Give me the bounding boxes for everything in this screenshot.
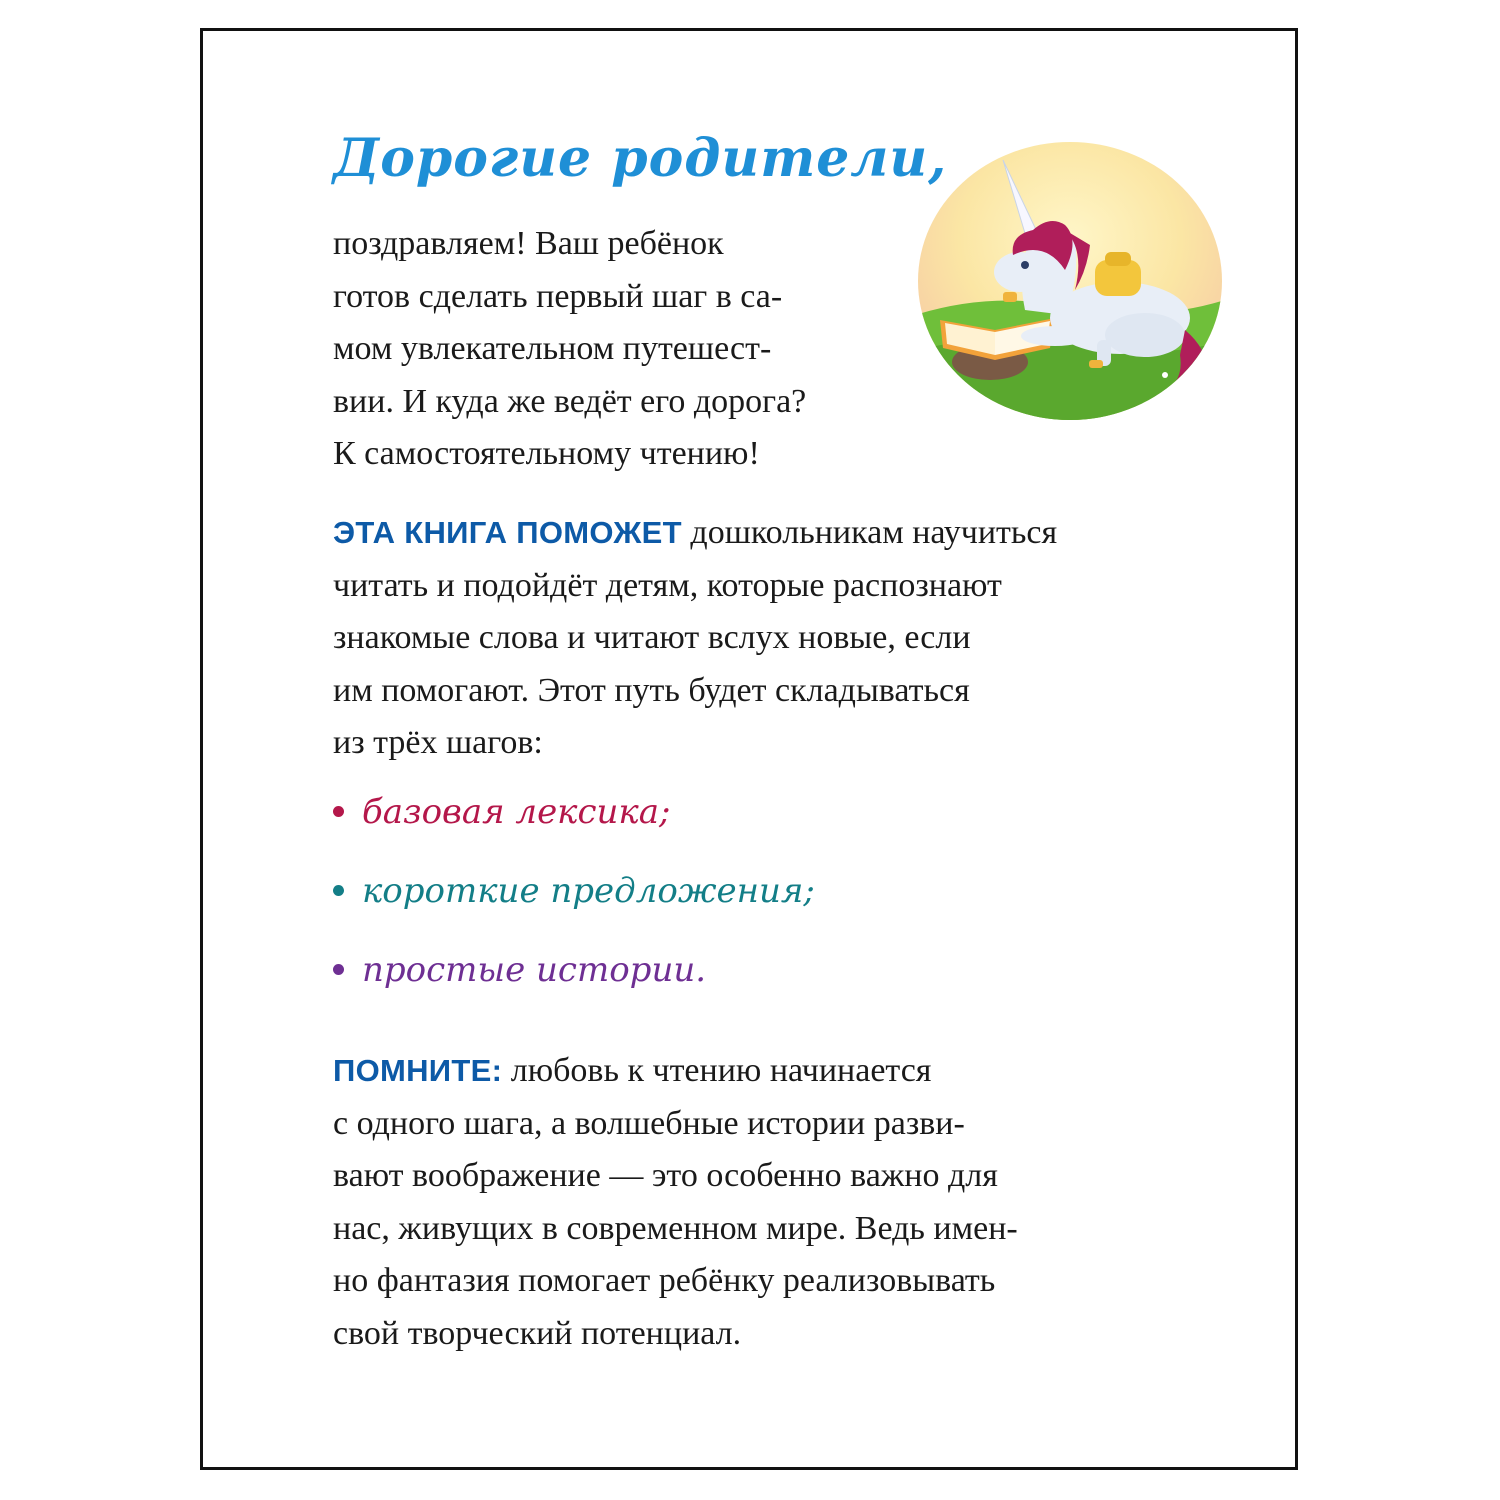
- book-helps-paragraph: [333, 507, 1057, 770]
- intro-line: К самостоятельному чтению!: [333, 435, 760, 472]
- para3-line: нас, живущих в современном мире. Ведь имен-: [333, 1209, 1018, 1247]
- para3-line: но фантазия помогает ребёнку реализовывать: [333, 1262, 996, 1299]
- para2-line: читать и подойдёт детям, которые распознают: [333, 566, 1002, 604]
- para2-line: знакомые слова и читают вслух новые, если: [333, 619, 971, 656]
- intro-paragraph: [333, 218, 913, 481]
- para3-line: [333, 1045, 1018, 1098]
- para2-line: из трёх шагов:: [333, 724, 543, 761]
- remember-paragraph: [333, 1045, 1018, 1360]
- step-item: [333, 950, 815, 1029]
- bullet-icon: [333, 885, 344, 896]
- step-text: простые истории.: [362, 950, 707, 990]
- para3-lead: ПОМНИТЕ:: [333, 1053, 503, 1088]
- para2-line: [333, 507, 1057, 560]
- step-text: базовая лексика;: [362, 792, 671, 832]
- para3-line: вают воображение — это особенно важно для: [333, 1157, 998, 1194]
- para3-line: с одного шага, а волшебные истории разви-: [333, 1104, 965, 1142]
- intro-line: поздравляем! Ваш ребёнок: [333, 225, 724, 262]
- para2-lead: ЭТА КНИГА ПОМОЖЕТ: [333, 515, 682, 550]
- intro-line: вии. И куда же ведёт его дорога?: [333, 382, 807, 420]
- intro-line: мом увлекательном путешест-: [333, 330, 772, 367]
- steps-list: [333, 792, 815, 1029]
- para2-line: им помогают. Этот путь будет складываться: [333, 671, 970, 709]
- unicorn-reading-illustration: [915, 140, 1225, 422]
- step-item: [333, 792, 815, 871]
- page-title: Дорогие родители,: [333, 128, 948, 189]
- para3-line-text: любовь к чтению начинается: [510, 1052, 932, 1089]
- step-text: короткие предложения;: [362, 871, 815, 911]
- intro-line: готов сделать первый шаг в са-: [333, 277, 783, 315]
- para3-line: свой творческий потенциал.: [333, 1314, 742, 1352]
- para2-line-text: дошкольникам научиться: [690, 514, 1058, 551]
- bullet-icon: [333, 806, 344, 817]
- bullet-icon: [333, 964, 344, 975]
- step-item: [333, 871, 815, 950]
